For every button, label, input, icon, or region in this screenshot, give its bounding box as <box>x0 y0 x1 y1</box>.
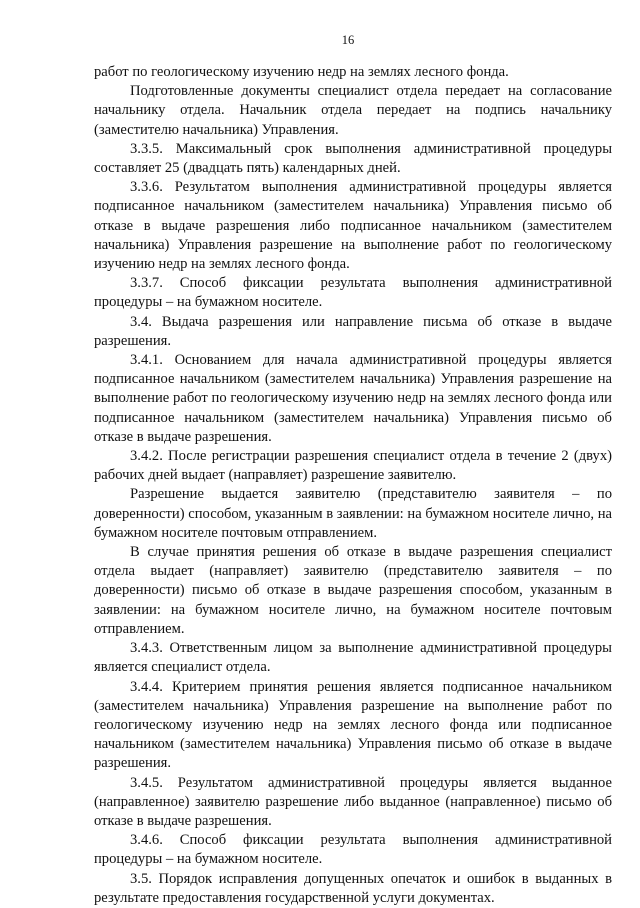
paragraph: 3.4.2. После регистрации разрешения специалист отдела в течение 2 (двух) рабочих дней выдает (направляет) разрешение заявителю. <box>94 448 612 484</box>
paragraph: 3.4.6. Способ фиксации результата выполнения административной процедуры – на бумажном носителе. <box>94 832 612 868</box>
paragraph: 3.4. Выдача разрешения или направление письма об отказе в выдаче разрешения. <box>94 313 612 349</box>
paragraph: 3.3.5. Максимальный срок выполнения административной процедуры составляет 25 (двадцать пять) календарных дней. <box>94 140 612 177</box>
paragraph: Разрешение выдается заявителю (представителю заявителя – по доверенности) способом, указанным в заявлении: на бумажном носителе лично, на бумажном носителе почтовым отправлением. <box>94 486 612 541</box>
paragraph: 3.3.7. Способ фиксации результата выполнения административной процедуры – на бумажном носителе. <box>94 275 612 311</box>
paragraph: 3.4.4. Критерием принятия решения является подписанное начальником (заместителем начальника) Управления разрешение на выполнение работ по геологическому изучению недр на землях лесного фонда или подписанное начальником (заместителем начальника) Управления письмо об отказе в выдаче разрешения. <box>94 678 612 772</box>
paragraph: В случае принятия решения об отказе в выдаче разрешения специалист отдела выдает (направляет) заявителю (представителю заявителя – по доверенности) письмо об отказе в выдаче разрешения способом, указанным в заявлении: на бумажном носителе лично, на бумажном носителе почтовым отправлением. <box>94 544 612 637</box>
paragraph: 3.5. Порядок исправления допущенных опечаток и ошибок в выданных в результате предоставления государственной услуги документах. <box>94 870 612 906</box>
paragraph: 3.4.3. Ответственным лицом за выполнение административной процедуры является специалист отдела. <box>94 640 612 676</box>
paragraph: 3.4.1. Основанием для начала административной процедуры является подписанное начальником (заместителем начальника) Управления разрешение на выполнение работ по геологическому изучению недр на землях лесного фонда или подписанное начальником (заместителем начальника) Управления письмо об отказе в выдаче разрешения. <box>94 352 612 445</box>
document-body <box>94 63 612 908</box>
paragraph: 3.4.5. Результатом административной процедуры является выданное (направленное) заявителю разрешение либо выданное (направленное) письмо об отказе в выдаче разрешения. <box>94 774 612 829</box>
paragraph: работ по геологическому изучению недр на землях лесного фонда. <box>94 64 509 80</box>
page-number: 16 <box>341 33 355 47</box>
paragraph: 3.3.6. Результатом выполнения административной процедуры является подписанное начальником (заместителем начальника) Управления письмо об отказе в выдаче разрешения либо подписанное начальником (заместителем начальника) Управления разрешение на выполнение работ по геологическому изучению недр на землях лесного фонда. <box>94 179 612 273</box>
paragraph: Подготовленные документы специалист отдела передает на согласование начальнику отдела. Начальник отдела передает на подпись начальнику (заместителю начальника) Управления. <box>94 83 612 138</box>
